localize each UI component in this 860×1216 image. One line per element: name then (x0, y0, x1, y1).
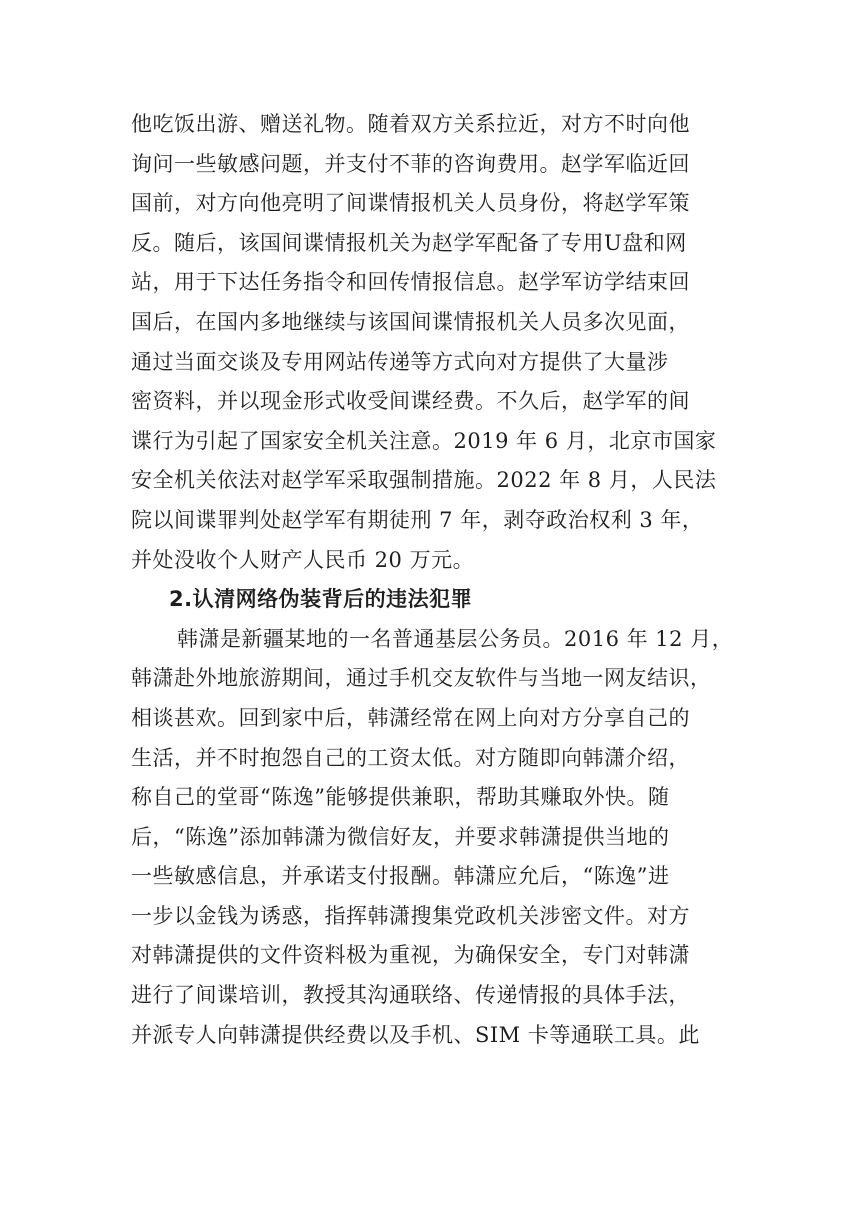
paragraph-line: 通过当面交谈及专用网站传递等方式向对方提供了大量涉 (131, 349, 669, 374)
paragraph-line: 国后，在国内多地继续与该国间谍情报机关人员多次见面， (131, 309, 690, 334)
paragraph-line: 一步以金钱为诱惑，指挥韩潇搜集党政机关涉密文件。对方 (131, 903, 690, 928)
paragraph-line: 密资料，并以现金形式收受间谍经费。不久后，赵学军的间 (131, 389, 690, 414)
paragraph-first-line: 韩潇是新疆某地的一名普通基层公务员。2016 年 12 月， (177, 626, 734, 651)
paragraph-line: 站，用于下达任务指令和回传情报信息。赵学军访学结束回 (131, 270, 690, 295)
section-heading: 2.认清网络伪装背后的违法犯罪 (169, 587, 473, 612)
paragraph-line: 对韩潇提供的文件资料极为重视，为确保安全，专门对韩潇 (131, 943, 690, 968)
paragraph-line: 他吃饭出游、赠送礼物。随着双方关系拉近，对方不时向他 (131, 112, 690, 136)
paragraph-line: 称自己的堂哥“陈逸”能够提供兼职，帮助其赚取外快。随 (131, 785, 670, 810)
paragraph-line: 国前，对方向他亮明了间谍情报机关人员身份，将赵学军策 (131, 191, 690, 216)
paragraph-line: 反。随后，该国间谍情报机关为赵学军配备了专用U盘和网 (131, 230, 687, 255)
paragraph-line: 相谈甚欢。回到家中后，韩潇经常在网上向对方分享自己的 (131, 705, 690, 730)
paragraph-line: 进行了间谍培训，教授其沟通联络、传递情报的具体手法， (131, 983, 690, 1008)
paragraph-line: 后，“陈逸”添加韩潇为微信好友，并要求韩潇提供当地的 (131, 824, 670, 849)
paragraph-line: 谍行为引起了国家安全机关注意。2019 年 6 月，北京市国家 (131, 428, 717, 453)
document-body (131, 105, 734, 1055)
paragraph-line: 韩潇赴外地旅游期间，通过手机交友软件与当地一网友结识， (131, 666, 712, 691)
paragraph-line: 安全机关依法对赵学军采取强制措施。2022 年 8 月，人民法 (131, 468, 717, 493)
paragraph-line: 并派专人向韩潇提供经费以及手机、SIM 卡等通联工具。此 (131, 1022, 700, 1047)
paragraph-line: 询问一些敏感问题，并支付不菲的咨询费用。赵学军临近回 (131, 151, 690, 176)
paragraph-line: 生活，并不时抱怨自己的工资太低。对方随即向韩潇介绍， (131, 745, 690, 770)
paragraph-line: 并处没收个人财产人民币 20 万元。 (131, 547, 475, 572)
paragraph-line: 院以间谍罪判处赵学军有期徒刑 7 年，剥夺政治权利 3 年， (131, 507, 704, 532)
paragraph-line: 一些敏感信息，并承诺支付报酬。韩潇应允后，“陈逸”进 (131, 864, 670, 889)
